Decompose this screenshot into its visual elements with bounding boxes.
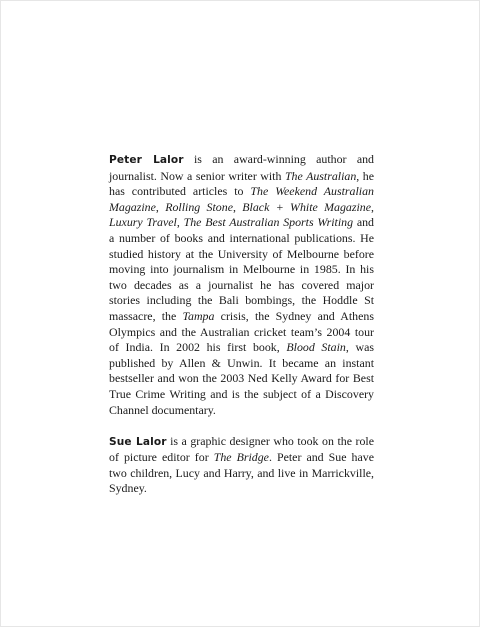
bio-text: and a number of books and international publications. He studied history at the University of Melbourne before moving into journalism in Melbourne in 1985. In his two decades as a journalist he has covered major stories including the Bali bombings, the Hoddle St massacre, the [109,215,374,323]
bio-text: , he has contributed articles to [109,168,374,199]
bio-peter-lalor [109,152,374,418]
publication-title: Black + White Magazine [242,199,372,214]
bio-text: , [232,199,243,214]
bio-text: . Peter and Sue have two children, Lucy and Harry, and live in Marrickville, Sydney. [109,450,374,496]
bio-sue-lalor [109,434,374,497]
bio-text: , [176,215,184,230]
author-name: Sue Lalor [109,435,167,448]
book-title: The Bridge [213,450,269,465]
ship-name: Tampa [182,308,215,323]
publication-title: The Australian [284,168,357,183]
bio-text: is an award-winning author and journalist. Now a senior writer with [109,152,375,183]
bio-text: , [371,199,374,214]
publication-title: The Weekend Australian Magazine [109,184,374,214]
publication-title: Rolling Stone [165,199,233,214]
bio-text: crisis, the Sydney and Athens Olympics and the Australian cricket team’s 2004 tour of India. In 2002 his first book, [109,308,374,355]
author-name: Peter Lalor [109,154,184,166]
bio-text: , [155,199,166,214]
author-bios [109,152,374,497]
publication-title: The Best Australian Sports Writing [183,215,354,230]
bio-text: , was published by Allen & Unwin. It became an instant bestseller and won the 2003 Ned Kelly Award for Best True Crime Writing and is the subject of a Discovery Channel documentary. [109,340,375,417]
bio-text: is a graphic designer who took on the role of picture editor for [109,433,375,465]
publication-title: Luxury Travel [109,215,177,230]
book-title: Blood Stain [286,340,346,355]
